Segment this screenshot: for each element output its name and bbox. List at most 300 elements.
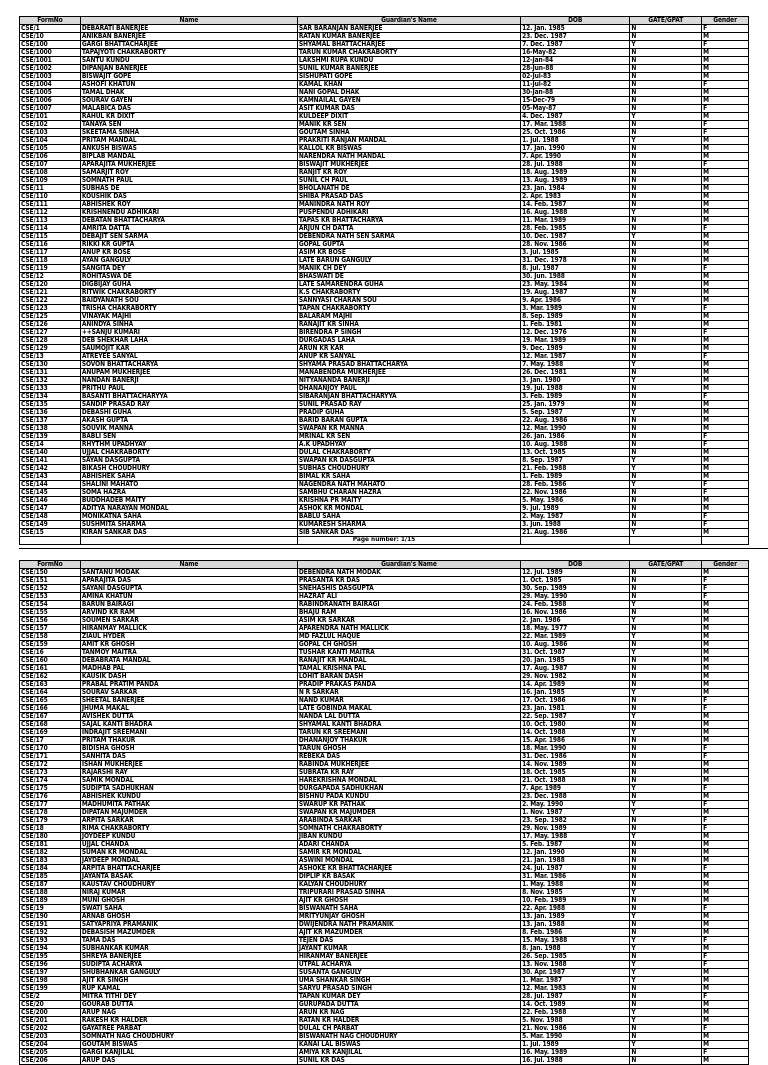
cell-dob: 10. Aug. 1988 [521, 441, 630, 449]
cell-guardian: DWIJENDRA NATH PRAMANIK [297, 921, 520, 929]
cell-gate-gpat: N [630, 817, 702, 825]
table-row [20, 633, 749, 641]
cell-gate-gpat: N [630, 105, 702, 113]
cell-name: SANHITA DAS [80, 753, 297, 761]
table-row [20, 313, 749, 321]
table-row [20, 481, 749, 489]
cell-dob: 8. Feb. 1986 [521, 929, 630, 937]
cell-dob: 10. Aug. 1986 [521, 641, 630, 649]
cell-name: UJJAL CHANDA [80, 841, 297, 849]
cell-gender: F [702, 1025, 749, 1033]
header-row [20, 561, 749, 569]
cell-guardian: BISHNU PADA KUNDU [297, 793, 520, 801]
cell-gate-gpat: N [630, 841, 702, 849]
cell-dob: 12. Mar. 1983 [521, 985, 630, 993]
cell-guardian: GOPAL CH GHOSH [297, 641, 520, 649]
cell-name: ARPITA BHATTACHARJEE [80, 865, 297, 873]
cell-dob: 12. Jan. 1985 [521, 25, 630, 33]
cell-formno: CSE/138 [20, 425, 81, 433]
cell-name: SAUMOJIT KAR [80, 345, 297, 353]
cell-gate-gpat: N [630, 609, 702, 617]
cell-dob: 24. Jul. 1987 [521, 865, 630, 873]
table-row [20, 705, 749, 713]
cell-name: BIDISHA GHOSH [80, 745, 297, 753]
cell-formno: CSE/201 [20, 1017, 81, 1025]
cell-guardian: HIRANMAY BANERJEE [297, 953, 520, 961]
table-row [20, 521, 749, 529]
cell-formno: CSE/169 [20, 729, 81, 737]
cell-formno: CSE/205 [20, 1049, 81, 1057]
page-2 [0, 560, 768, 1065]
table-row [20, 929, 749, 937]
table-row [20, 585, 749, 593]
cell-gate-gpat: N [630, 745, 702, 753]
cell-name: ISHAN MUKHERJEE [80, 761, 297, 769]
cell-formno: CSE/122 [20, 297, 81, 305]
cell-gate-gpat: N [630, 25, 702, 33]
cell-dob: 16. Nov. 1986 [521, 609, 630, 617]
cell-dob: 25. Oct. 1986 [521, 129, 630, 137]
cell-name: NANDAN BANERJI [80, 377, 297, 385]
cell-gender: M [702, 313, 749, 321]
cell-guardian: MANIK CH DEY [297, 265, 520, 273]
cell-guardian: SWAPAN KR MAJUMDER [297, 809, 520, 817]
cell-gender: M [702, 969, 749, 977]
cell-name: DEBASISH MAZUMDER [80, 929, 297, 937]
cell-name: MONIKATNA SAHA [80, 513, 297, 521]
cell-name: SOUVIK MANNA [80, 425, 297, 433]
cell-formno: CSE/2 [20, 993, 81, 1001]
cell-name: ABHISHEK SAHA [80, 473, 297, 481]
cell-formno: CSE/185 [20, 873, 81, 881]
cell-name: JAYANTA BASAK [80, 873, 297, 881]
cell-formno: CSE/107 [20, 161, 81, 169]
cell-guardian: RANAJIT KR MANDAL [297, 657, 520, 665]
table-row [20, 281, 749, 289]
cell-name: SOURAV SARKAR [80, 689, 297, 697]
table-row [20, 913, 749, 921]
cell-formno: CSE/1003 [20, 73, 81, 81]
cell-dob: 15. May. 1988 [521, 937, 630, 945]
cell-guardian: SAMIR KR MONDAL [297, 849, 520, 857]
cell-gate-gpat: N [630, 225, 702, 233]
cell-name: TANAYA SEN [80, 121, 297, 129]
cell-gender: M [702, 857, 749, 865]
cell-gender: F [702, 305, 749, 313]
cell-guardian: SWARUP KR PATHAK [297, 801, 520, 809]
cell-formno: CSE/183 [20, 857, 81, 865]
cell-gate-gpat: N [630, 585, 702, 593]
cell-dob: 14. Oct. 1988 [521, 729, 630, 737]
cell-gender: F [702, 1049, 749, 1057]
cell-gender: M [702, 153, 749, 161]
cell-gender: M [702, 449, 749, 457]
cell-guardian: KAMNAILAL GAYEN [297, 97, 520, 105]
col-header-dob: DOB [521, 561, 630, 569]
cell-guardian: KAMAL KHAN [297, 81, 520, 89]
cell-guardian: TEJEN DAS [297, 937, 520, 945]
table-row [20, 1001, 749, 1009]
cell-dob: 10. Oct. 1980 [521, 721, 630, 729]
cell-gender: F [702, 961, 749, 969]
cell-gender: M [702, 473, 749, 481]
cell-gate-gpat: N [630, 665, 702, 673]
table-row [20, 601, 749, 609]
cell-gate-gpat: Y [630, 713, 702, 721]
cell-gate-gpat: N [630, 385, 702, 393]
cell-name: MADHUMITA PATHAK [80, 801, 297, 809]
table-row [20, 1041, 749, 1049]
cell-formno: CSE/192 [20, 929, 81, 937]
cell-gate-gpat: N [630, 737, 702, 745]
cell-formno: CSE/116 [20, 241, 81, 249]
table-row [20, 233, 749, 241]
cell-formno: CSE/129 [20, 345, 81, 353]
cell-guardian: GOPAL GUPTA [297, 241, 520, 249]
cell-guardian: BALARAM MAJHI [297, 313, 520, 321]
cell-guardian: DULAL CHAKRABORTY [297, 449, 520, 457]
cell-formno: CSE/146 [20, 497, 81, 505]
cell-gate-gpat: N [630, 145, 702, 153]
cell-gender: F [702, 745, 749, 753]
cell-gender: F [702, 81, 749, 89]
cell-dob: 26. Jan. 1986 [521, 433, 630, 441]
cell-dob: 12. Mar. 1987 [521, 353, 630, 361]
cell-name: GARGI BHATTACHARJEE [80, 41, 297, 49]
cell-gender: M [702, 289, 749, 297]
cell-dob: 3. Jul. 1985 [521, 249, 630, 257]
table-row [20, 921, 749, 929]
cell-name: RHYTHM UPADHYAY [80, 441, 297, 449]
cell-gender: F [702, 329, 749, 337]
cell-gate-gpat: N [630, 497, 702, 505]
cell-guardian: SUBHAS CHOUDHURY [297, 465, 520, 473]
cell-dob: 31. Dec. 1978 [521, 257, 630, 265]
cell-guardian: ASIT KUMAR DAS [297, 105, 520, 113]
cell-name: GOUTAM BISWAS [80, 1041, 297, 1049]
cell-name: SKEETAMA SINHA [80, 129, 297, 137]
table-row [20, 217, 749, 225]
cell-guardian: SAMBHU CHARAN HAZRA [297, 489, 520, 497]
cell-gender: F [702, 265, 749, 273]
cell-gender: F [702, 105, 749, 113]
table-row [20, 977, 749, 985]
cell-gate-gpat: Y [630, 233, 702, 241]
cell-gender: M [702, 929, 749, 937]
cell-gender: M [702, 33, 749, 41]
cell-guardian: MRINAL KR SEN [297, 433, 520, 441]
cell-guardian: BISWANATH SAHA [297, 905, 520, 913]
cell-gender: M [702, 1033, 749, 1041]
cell-dob: 23. Jan. 1984 [521, 185, 630, 193]
cell-gate-gpat: Y [630, 377, 702, 385]
cell-gate-gpat: N [630, 273, 702, 281]
cell-gate-gpat: N [630, 473, 702, 481]
cell-gender: M [702, 737, 749, 745]
cell-dob: 1. Jul. 1988 [521, 137, 630, 145]
cell-dob: 2. Apr. 1983 [521, 193, 630, 201]
cell-name: ANUPAM MUKHERJEE [80, 369, 297, 377]
cell-gate-gpat: Y [630, 1017, 702, 1025]
cell-formno: CSE/178 [20, 809, 81, 817]
cell-name: SANTANU MODAK [80, 569, 297, 577]
cell-guardian: TUSHAR KANTI MAITRA [297, 649, 520, 657]
cell-dob: 26. Sep. 1985 [521, 953, 630, 961]
cell-name: AYAN GANGULY [80, 257, 297, 265]
cell-dob: 3. Jan. 1980 [521, 377, 630, 385]
cell-formno: CSE/115 [20, 233, 81, 241]
cell-formno: CSE/143 [20, 473, 81, 481]
cell-guardian: UMA SHANKAR SINGH [297, 977, 520, 985]
cell-name: BIPLAB MANDAL [80, 153, 297, 161]
cell-guardian: AJIT KR GHOSH [297, 897, 520, 905]
cell-gender: F [702, 25, 749, 33]
cell-formno: CSE/196 [20, 961, 81, 969]
table-row [20, 689, 749, 697]
cell-name: SUDIPTA SADHUKHAN [80, 785, 297, 793]
cell-gender: M [702, 65, 749, 73]
cell-gender: M [702, 849, 749, 857]
cell-name: SUMAN KR MONDAL [80, 849, 297, 857]
cell-gate-gpat: N [630, 625, 702, 633]
cell-gate-gpat: N [630, 73, 702, 81]
cell-guardian: PRADIP GUHA [297, 409, 520, 417]
cell-dob: 8. Jan. 1988 [521, 945, 630, 953]
cell-formno: CSE/200 [20, 1009, 81, 1017]
cell-guardian: SNEHASHIS DASGUPTA [297, 585, 520, 593]
table-row [20, 201, 749, 209]
cell-formno: CSE/153 [20, 593, 81, 601]
cell-gender: F [702, 705, 749, 713]
cell-gender: F [702, 993, 749, 1001]
cell-gate-gpat: N [630, 793, 702, 801]
cell-formno: CSE/108 [20, 169, 81, 177]
cell-guardian: N R SARKAR [297, 689, 520, 697]
table-row [20, 1009, 749, 1017]
col-header-gate-gpat: GATE/GPAT [630, 561, 702, 569]
cell-gate-gpat: Y [630, 41, 702, 49]
cell-guardian: LOHIT BARAN DASH [297, 673, 520, 681]
cell-formno: CSE/104 [20, 137, 81, 145]
page-divider [19, 548, 768, 549]
col-header-guardian: Guardian's Name [297, 17, 520, 25]
cell-dob: 1. Feb. 1989 [521, 473, 630, 481]
cell-formno: CSE/121 [20, 289, 81, 297]
cell-gender: M [702, 145, 749, 153]
cell-gate-gpat: N [630, 185, 702, 193]
cell-gender: M [702, 137, 749, 145]
table-row [20, 985, 749, 993]
cell-name: ABHISHEK ROY [80, 201, 297, 209]
cell-name: DEB SHEKHAR LAHA [80, 337, 297, 345]
cell-name: BISWAJIT GOPE [80, 73, 297, 81]
cell-dob: 19. Mar. 1989 [521, 337, 630, 345]
cell-guardian: TARUN KUMAR CHAKRABORTY [297, 49, 520, 57]
cell-name: GAYATREE PARBAT [80, 1025, 297, 1033]
cell-gate-gpat: Y [630, 617, 702, 625]
cell-dob: 29. May. 1990 [521, 593, 630, 601]
table-row [20, 369, 749, 377]
cell-gate-gpat: N [630, 393, 702, 401]
cell-formno: CSE/134 [20, 393, 81, 401]
cell-gender: M [702, 977, 749, 985]
cell-gate-gpat: Y [630, 113, 702, 121]
table-row [20, 241, 749, 249]
cell-gender: M [702, 793, 749, 801]
cell-guardian: MRITYUNJAY GHOSH [297, 913, 520, 921]
cell-formno: CSE/131 [20, 369, 81, 377]
cell-gate-gpat: N [630, 129, 702, 137]
cell-gender: F [702, 433, 749, 441]
cell-name: ATREYEE SANYAL [80, 353, 297, 361]
cell-guardian: NITYANANDA BANERJI [297, 377, 520, 385]
cell-guardian: ASWINI MONDAL [297, 857, 520, 865]
table-row [20, 649, 749, 657]
cell-gate-gpat: N [630, 241, 702, 249]
cell-name: BABLI SEN [80, 433, 297, 441]
cell-gender: M [702, 97, 749, 105]
cell-name: KRISHNENDU ADHIKARI [80, 209, 297, 217]
cell-name: MITRA TITHI DEY [80, 993, 297, 1001]
cell-dob: 12. Dec. 1976 [521, 329, 630, 337]
cell-formno: CSE/10 [20, 33, 81, 41]
cell-dob: 02-Jul-83 [521, 73, 630, 81]
cell-gate-gpat: N [630, 881, 702, 889]
cell-gate-gpat: Y [630, 1009, 702, 1017]
cell-gate-gpat: N [630, 201, 702, 209]
cell-guardian: SIB SANKAR DAS [297, 529, 520, 537]
cell-gender: M [702, 881, 749, 889]
table-row [20, 89, 749, 97]
cell-guardian: NANDA LAL DUTTA [297, 713, 520, 721]
cell-name: SUBHANKAR KUMAR [80, 945, 297, 953]
cell-dob: 11. Mar. 1989 [521, 217, 630, 225]
cell-guardian: BISWANATH NAG CHOUDHURY [297, 1033, 520, 1041]
cell-dob: 31. Dec. 1986 [521, 753, 630, 761]
cell-gate-gpat: Y [630, 945, 702, 953]
cell-gate-gpat: N [630, 897, 702, 905]
cell-name: JHUMA MAKAL [80, 705, 297, 713]
cell-gender: M [702, 465, 749, 473]
cell-dob: 21. Oct. 1988 [521, 777, 630, 785]
cell-gender: M [702, 769, 749, 777]
cell-formno: CSE/113 [20, 217, 81, 225]
table-row [20, 41, 749, 49]
cell-guardian: BABLU SAHA [297, 513, 520, 521]
cell-gender: F [702, 801, 749, 809]
cell-gate-gpat: N [630, 985, 702, 993]
cell-name: RAKESH KR HALDER [80, 1017, 297, 1025]
cell-name: ARVIND KR RAM [80, 609, 297, 617]
cell-gender: F [702, 905, 749, 913]
table-row [20, 193, 749, 201]
cell-gate-gpat: N [630, 1057, 702, 1065]
cell-gender: M [702, 273, 749, 281]
cell-dob: 10. Feb. 1989 [521, 897, 630, 905]
cell-name: AMINA KHATUN [80, 593, 297, 601]
cell-gate-gpat: N [630, 521, 702, 529]
cell-name: SOMNATH NAG CHOUDHURY [80, 1033, 297, 1041]
cell-guardian: RANAJIT KR SINHA [297, 321, 520, 329]
cell-dob: 23. Jan. 1981 [521, 705, 630, 713]
cell-gender: F [702, 585, 749, 593]
cell-dob: 22. Feb. 1988 [521, 1009, 630, 1017]
cell-gate-gpat: N [630, 681, 702, 689]
cell-dob: 1. May. 1988 [521, 881, 630, 889]
cell-dob: 28. Feb. 1986 [521, 481, 630, 489]
table-row [20, 697, 749, 705]
cell-guardian: HAREKRISHNA MONDAL [297, 777, 520, 785]
table-row [20, 865, 749, 873]
table-row [20, 137, 749, 145]
cell-gate-gpat: N [630, 417, 702, 425]
cell-gender: M [702, 713, 749, 721]
cell-name: DIGBIJAY GUHA [80, 281, 297, 289]
cell-guardian: SARYU PRASAD SINGH [297, 985, 520, 993]
cell-guardian: KRISHNA PR MAITY [297, 497, 520, 505]
cell-gate-gpat: N [630, 753, 702, 761]
cell-formno: CSE/181 [20, 841, 81, 849]
cell-guardian: KULDEEP DIXIT [297, 113, 520, 121]
cell-guardian: MANINDRA NATH ROY [297, 201, 520, 209]
cell-name: SHREYA BANERJEE [80, 953, 297, 961]
cell-dob: 16. Jul. 1988 [521, 1057, 630, 1065]
cell-guardian: DIPLIP KR BASAK [297, 873, 520, 881]
cell-formno: CSE/191 [20, 921, 81, 929]
cell-name: ANIKBAN BANERJEE [80, 33, 297, 41]
cell-formno: CSE/163 [20, 681, 81, 689]
cell-formno: CSE/102 [20, 121, 81, 129]
table-row [20, 337, 749, 345]
cell-name: SAMARJIT ROY [80, 169, 297, 177]
cell-formno: CSE/172 [20, 761, 81, 769]
cell-gender: M [702, 889, 749, 897]
cell-name: ARUP DAS [80, 1057, 297, 1065]
cell-formno: CSE/194 [20, 945, 81, 953]
table-row [20, 1025, 749, 1033]
cell-gender: M [702, 633, 749, 641]
table-row [20, 489, 749, 497]
cell-name: SATYAPRIYA PRAMANIK [80, 921, 297, 929]
cell-dob: 30. Sep. 1989 [521, 585, 630, 593]
cell-dob: 9. Jul. 1989 [521, 505, 630, 513]
cell-gender: M [702, 609, 749, 617]
cell-gate-gpat: N [630, 425, 702, 433]
cell-formno: CSE/179 [20, 817, 81, 825]
cell-gender: M [702, 401, 749, 409]
cell-dob: 28. Feb. 1985 [521, 225, 630, 233]
table-row [20, 401, 749, 409]
table-body-page-1 [20, 25, 749, 545]
cell-gender: M [702, 177, 749, 185]
cell-dob: 5. Mar. 1990 [521, 1033, 630, 1041]
cell-gate-gpat: N [630, 433, 702, 441]
cell-formno: CSE/126 [20, 321, 81, 329]
col-header-gate-gpat: GATE/GPAT [630, 17, 702, 25]
cell-name: DEBARATI BANERJEE [80, 25, 297, 33]
cell-gender: M [702, 657, 749, 665]
cell-gender: F [702, 577, 749, 585]
table-row [20, 625, 749, 633]
cell-gender: F [702, 441, 749, 449]
cell-name: SAYANI DASGUPTA [80, 585, 297, 593]
table-row [20, 185, 749, 193]
cell-dob: 14. Apr. 1989 [521, 681, 630, 689]
cell-guardian: SUNIL KR DAS [297, 1057, 520, 1065]
table-row [20, 393, 749, 401]
cell-dob: 19. Aug. 1987 [521, 289, 630, 297]
cell-guardian: MANABENDRA MUKHERJEE [297, 369, 520, 377]
